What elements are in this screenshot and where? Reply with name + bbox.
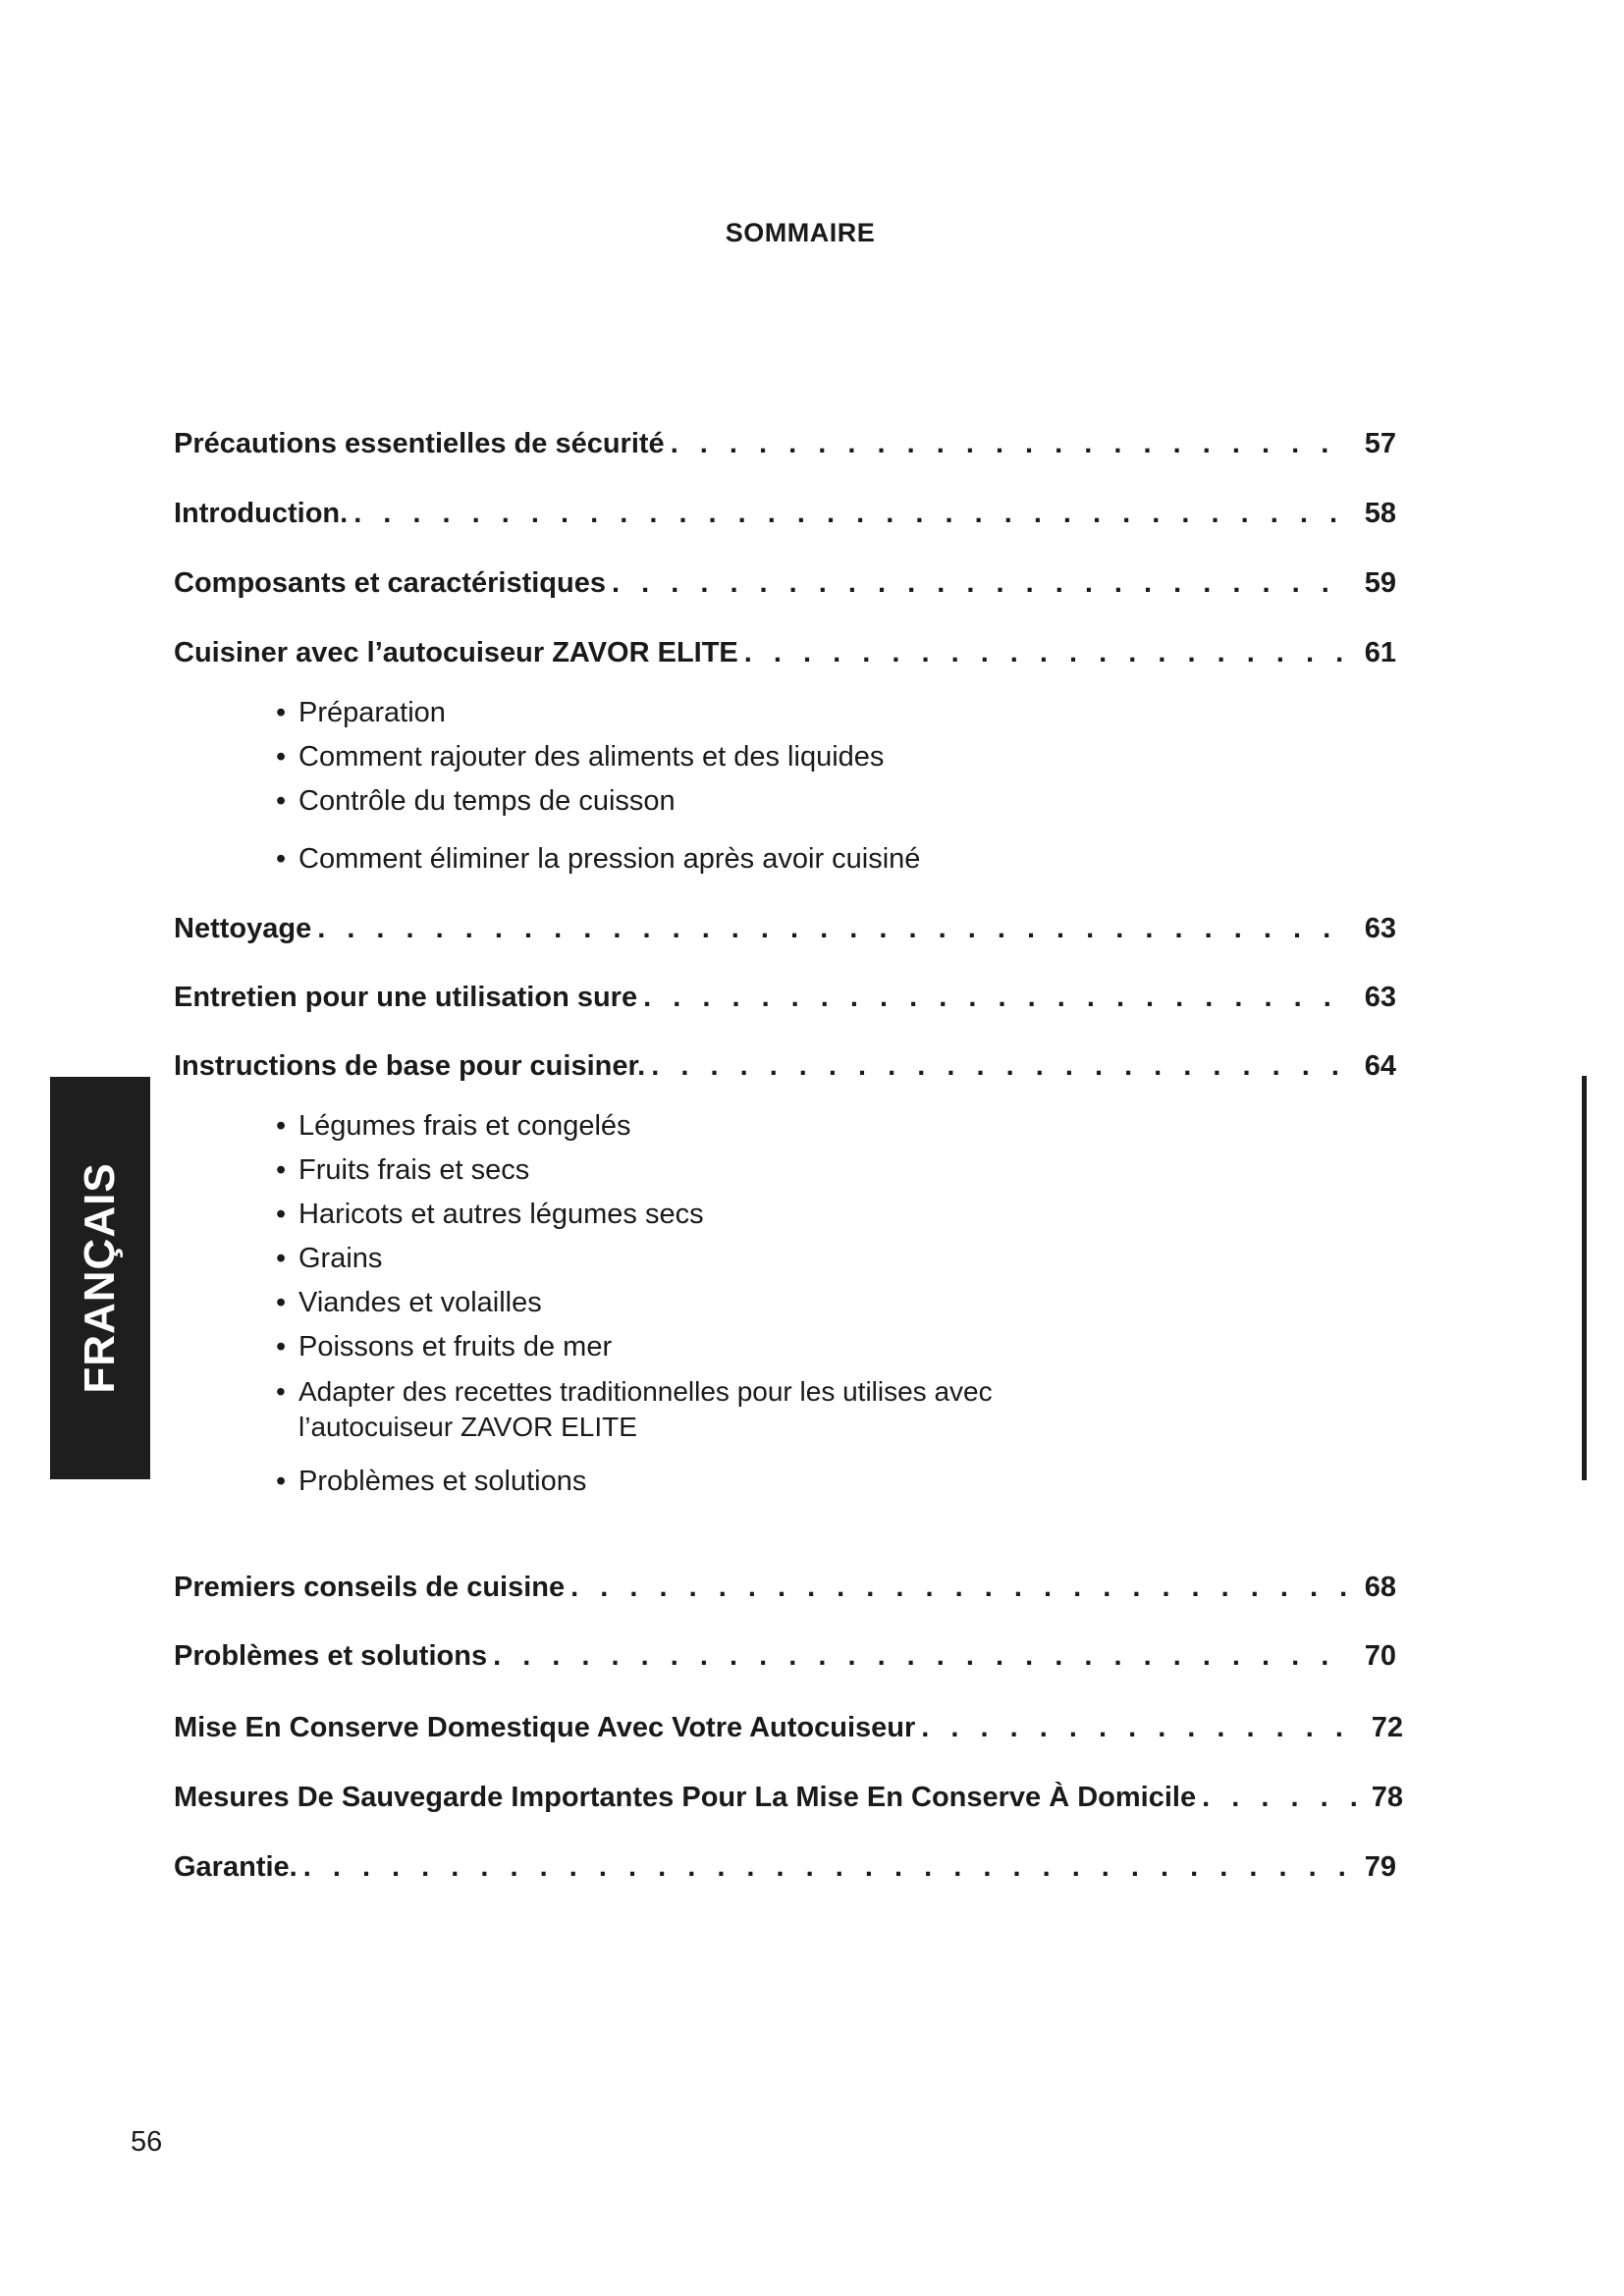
toc-subitem-label: Grains xyxy=(298,1243,383,1274)
toc-subitem xyxy=(276,697,446,729)
bullet-icon: • xyxy=(276,785,287,817)
bullet-icon: • xyxy=(276,1287,287,1318)
toc-subitem-label: Comment éliminer la pression après avoir cuisiné xyxy=(298,843,921,875)
toc-leader-dots xyxy=(1202,1782,1358,1814)
toc-entry-composants[interactable] xyxy=(174,567,1396,607)
bullet-icon: • xyxy=(276,1110,287,1142)
toc-entry-label: Cuisiner avec l’autocuiseur ZAVOR ELITE xyxy=(174,637,738,668)
toc-page-number: 72 xyxy=(1371,1712,1403,1743)
toc-page-number: 78 xyxy=(1371,1782,1403,1813)
toc-subitem-label: Adapter des recettes traditionnelles pour les utilises avec xyxy=(298,1376,993,1407)
toc-subitem-label: Légumes frais et congelés xyxy=(298,1110,631,1142)
toc-page-number: 79 xyxy=(1364,1851,1396,1883)
edge-index-rule xyxy=(1582,1076,1587,1480)
toc-subitem xyxy=(276,843,920,876)
toc-entry-label: Garantie. xyxy=(174,1851,298,1883)
toc-leader-dots xyxy=(353,498,1351,530)
toc-leader-dots xyxy=(493,1640,1351,1673)
toc-page-number: 63 xyxy=(1364,913,1396,944)
toc-entry-label: Composants et caractéristiques xyxy=(174,567,606,599)
toc-leader-dots xyxy=(651,1050,1351,1083)
toc-subitem-label: Fruits frais et secs xyxy=(298,1154,530,1186)
bullet-icon: • xyxy=(276,1243,287,1274)
bullet-icon: • xyxy=(276,697,287,728)
toc-entry-introduction[interactable] xyxy=(174,498,1396,537)
toc-subitem-label: Préparation xyxy=(298,697,446,728)
toc-subitem xyxy=(276,1287,542,1319)
toc-subitem xyxy=(276,1154,529,1187)
toc-leader-dots xyxy=(612,567,1351,600)
toc-entry-label: Instructions de base pour cuisiner. xyxy=(174,1050,646,1082)
toc-subitem-label: Viandes et volailles xyxy=(298,1287,542,1318)
toc-subitem xyxy=(276,1376,993,1408)
toc-subitem xyxy=(276,1466,586,1498)
toc-entry-cuisiner[interactable] xyxy=(174,637,1396,676)
toc-entry-label: Premiers conseils de cuisine xyxy=(174,1572,566,1603)
toc-subitem xyxy=(276,1199,704,1231)
toc-page-number: 68 xyxy=(1364,1572,1396,1603)
language-tab-label: FRANÇAIS xyxy=(76,1162,124,1394)
toc-entry-label: Introduction. xyxy=(174,498,349,529)
toc-entry-instructions[interactable] xyxy=(174,1050,1396,1090)
toc-subitem-label: Problèmes et solutions xyxy=(298,1466,587,1497)
toc-entry-label: Mise En Conserve Domestique Avec Votre Autocuiseur xyxy=(174,1712,916,1743)
bullet-icon: • xyxy=(276,1376,286,1407)
toc-leader-dots xyxy=(671,428,1351,460)
toc-entry-conserve[interactable] xyxy=(174,1712,1403,1751)
toc-entry-label: Nettoyage xyxy=(174,913,312,944)
toc-entry-label: Entretien pour une utilisation sure xyxy=(174,982,638,1013)
toc-entry-entretien[interactable] xyxy=(174,982,1396,1021)
toc-entry-label: Problèmes et solutions xyxy=(174,1640,488,1672)
toc-page-number: 63 xyxy=(1364,982,1396,1013)
toc-entry-mesures[interactable] xyxy=(174,1782,1403,1821)
toc-page-number: 61 xyxy=(1364,637,1396,668)
toc-subitem xyxy=(276,1110,631,1143)
bullet-icon: • xyxy=(276,741,287,773)
toc-entry-label: Mesures De Sauvegarde Importantes Pour La Mise En Conserve À Domicile xyxy=(174,1782,1197,1813)
toc-entry-conseils[interactable] xyxy=(174,1572,1396,1611)
toc-subitem xyxy=(276,741,884,774)
toc-subitem xyxy=(276,785,676,818)
page-title: SOMMAIRE xyxy=(725,218,876,247)
toc-leader-dots xyxy=(744,637,1351,669)
toc-subitem-label: Comment rajouter des aliments et des liquides xyxy=(298,741,885,773)
toc-entry-nettoyage[interactable] xyxy=(174,913,1396,952)
toc-leader-dots xyxy=(317,913,1351,945)
toc-page-number: 57 xyxy=(1364,428,1396,459)
toc-entry-garantie[interactable] xyxy=(174,1851,1396,1891)
toc-subitem-label: Contrôle du temps de cuisson xyxy=(298,785,676,817)
toc-leader-dots xyxy=(303,1851,1351,1884)
toc-page-number: 58 xyxy=(1364,498,1396,529)
toc-leader-dots xyxy=(570,1572,1351,1604)
toc-entry-label: Précautions essentielles de sécurité xyxy=(174,428,665,459)
toc-entry-problemes[interactable] xyxy=(174,1640,1396,1680)
bullet-icon: • xyxy=(276,1331,287,1362)
bullet-icon: • xyxy=(276,1199,287,1230)
toc-subitem-continuation xyxy=(298,1412,637,1443)
bullet-icon: • xyxy=(276,1154,287,1186)
toc-page-number: 70 xyxy=(1364,1640,1396,1672)
language-tab xyxy=(50,1077,150,1479)
toc-subitem xyxy=(276,1331,612,1363)
toc-leader-dots xyxy=(921,1712,1357,1744)
page-number: 56 xyxy=(131,2126,163,2158)
toc-page-number: 64 xyxy=(1364,1050,1396,1082)
toc-entry-precautions[interactable] xyxy=(174,428,1396,467)
toc-subitem xyxy=(276,1243,382,1275)
toc-subitem-label: Haricots et autres légumes secs xyxy=(298,1199,704,1230)
bullet-icon: • xyxy=(276,843,287,875)
bullet-icon: • xyxy=(276,1466,287,1497)
toc-subitem-label: l’autocuiseur ZAVOR ELITE xyxy=(298,1412,637,1442)
toc-subitem-label: Poissons et fruits de mer xyxy=(298,1331,613,1362)
toc-page-number: 59 xyxy=(1364,567,1396,599)
toc-leader-dots xyxy=(643,982,1351,1014)
